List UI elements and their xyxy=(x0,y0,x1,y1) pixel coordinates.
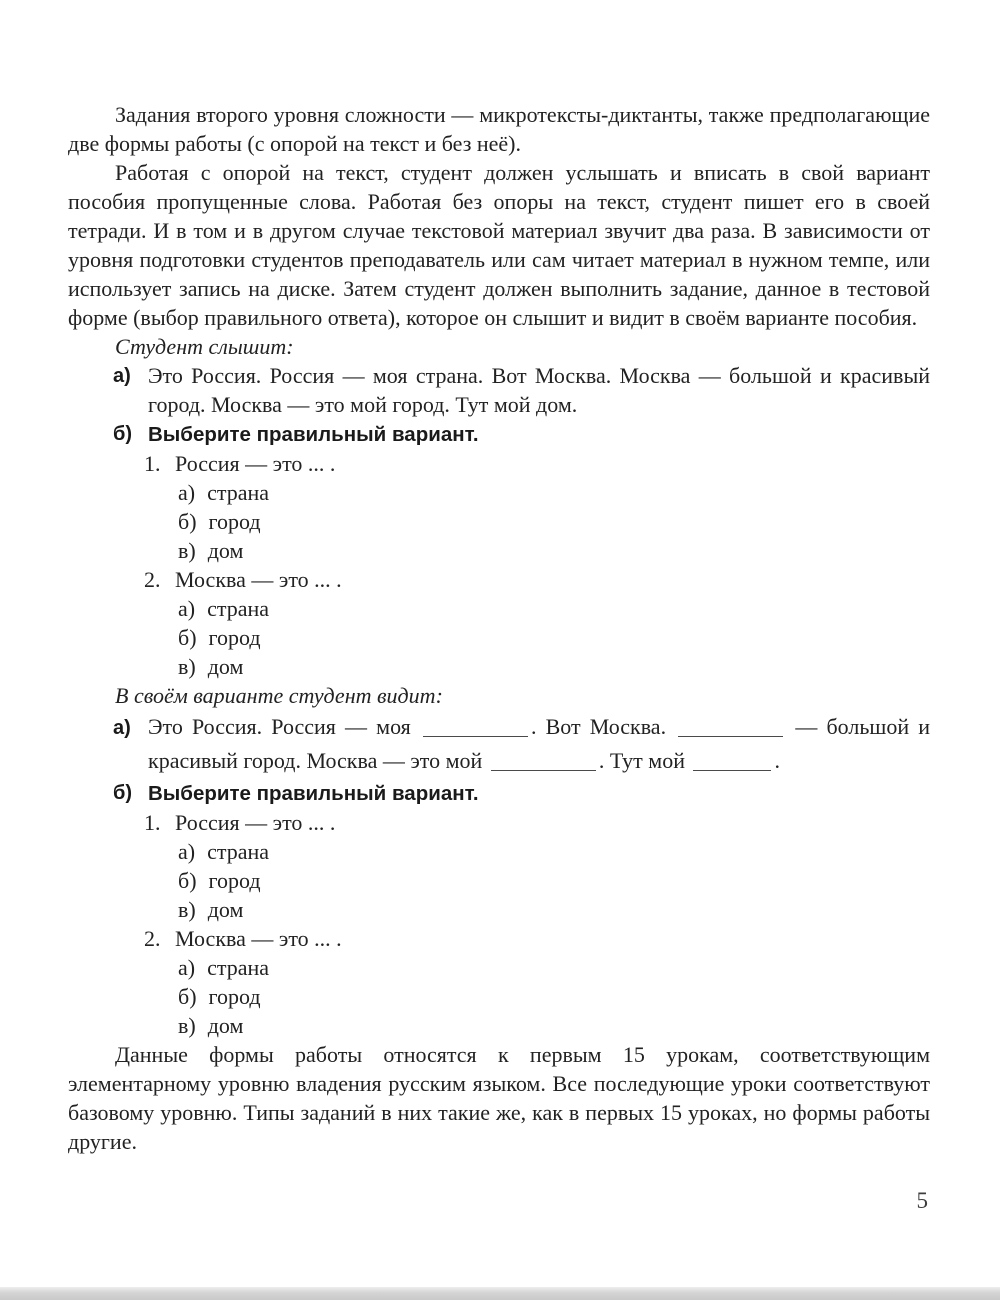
seen-q2-option-b xyxy=(68,982,930,1011)
closing-paragraph: Данные формы работы относятся к первым 15 урокам, соответствующим элементарному уровню владения русским языком. Все последующие уроки соответствуют базовому уровню. Типы заданий в них такие же, как в первых 15 уроках, но формы работы другие. xyxy=(68,1042,930,1154)
option-marker: а) xyxy=(178,480,196,505)
option-text: город xyxy=(208,984,261,1009)
option-text: страна xyxy=(207,596,270,621)
fill-text-segment: Это Россия. Россия — моя xyxy=(148,714,420,739)
seen-q1-option-b xyxy=(68,866,930,895)
option-text: дом xyxy=(207,538,244,563)
question-number: 1. xyxy=(144,810,161,835)
option-text: страна xyxy=(207,955,270,980)
option-marker: в) xyxy=(178,654,196,679)
item-a-marker: а) xyxy=(113,717,131,739)
seen-item-b-text: Выберите правильный вариант. xyxy=(148,782,479,805)
option-text: страна xyxy=(207,839,270,864)
heard-item-b-text: Выберите правильный вариант. xyxy=(148,423,479,446)
question-stem: Россия — это ... . xyxy=(175,451,336,476)
option-text: город xyxy=(208,625,261,650)
page-number: 5 xyxy=(916,1188,928,1213)
option-marker: б) xyxy=(178,509,197,534)
option-marker: в) xyxy=(178,1013,196,1038)
blank-line xyxy=(693,767,771,771)
option-marker: в) xyxy=(178,897,196,922)
option-text: дом xyxy=(207,654,244,679)
heard-q2-option-a xyxy=(68,594,930,623)
fill-text-segment: . xyxy=(774,748,780,773)
item-b-marker: б) xyxy=(113,782,133,804)
heard-item-a xyxy=(68,361,930,419)
heard-q2-option-v xyxy=(68,652,930,681)
option-marker: б) xyxy=(178,625,197,650)
question-stem: Россия — это ... . xyxy=(175,810,336,835)
seen-q2-option-a xyxy=(68,953,930,982)
question-stem: Москва — это ... . xyxy=(175,926,342,951)
option-marker: а) xyxy=(178,596,196,621)
item-a-marker: а) xyxy=(113,365,131,387)
heard-q2-option-b xyxy=(68,623,930,652)
seen-item-b xyxy=(68,778,930,808)
question-stem: Москва — это ... . xyxy=(175,567,342,592)
blank-line xyxy=(491,767,596,771)
heard-q1-option-b xyxy=(68,507,930,536)
seen-q2-option-v xyxy=(68,1011,930,1040)
option-text: город xyxy=(208,509,261,534)
option-text: страна xyxy=(207,480,270,505)
intro-paragraph-2: Работая с опорой на текст, студент должен услышать и вписать в свой вариант пособия пропущенные слова. Работая без опоры на текст, студент пишет его в своей тетради. И в том и в другом случае текстовой материал звучит два раза. В зависимости от уровня подготовки студентов преподаватель или сам читает материал в нужном темпе, или использует запись на диске. Затем студент должен выполнить задание, данное в тестовой форме (выбор правильного ответа), которое он слышит и видит в своём варианте пособия. xyxy=(68,160,930,330)
option-marker: а) xyxy=(178,839,196,864)
question-number: 2. xyxy=(144,926,161,951)
seen-item-a-text xyxy=(148,714,930,773)
item-b-marker: б) xyxy=(113,423,133,445)
heard-q1-option-v xyxy=(68,536,930,565)
option-text: дом xyxy=(207,897,244,922)
option-text: город xyxy=(208,868,261,893)
heard-item-b xyxy=(68,419,930,449)
option-marker: а) xyxy=(178,955,196,980)
option-marker: б) xyxy=(178,984,197,1009)
seen-heading: В своём варианте студент видит: xyxy=(115,683,443,708)
heard-item-a-text: Это Россия. Россия — моя страна. Вот Москва. Москва — большой и красивый город. Москва — это мой город. Тут мой дом. xyxy=(148,363,930,417)
page-text-block xyxy=(68,0,930,1156)
fill-text-segment: . Вот Москва. xyxy=(530,714,676,739)
seen-item-a xyxy=(68,710,930,778)
scan-bottom-edge xyxy=(0,1287,1000,1300)
heard-q1-option-a xyxy=(68,478,930,507)
seen-q1-option-a xyxy=(68,837,930,866)
heard-heading: Студент слышит: xyxy=(115,334,294,359)
intro-paragraph-1: Задания второго уровня сложности — микротексты-диктанты, также предполагающие две формы работы (с опорой на текст и без неё). xyxy=(68,102,930,156)
blank-line xyxy=(423,733,528,737)
heard-question-2 xyxy=(68,565,930,594)
seen-question-2 xyxy=(68,924,930,953)
option-text: дом xyxy=(207,1013,244,1038)
question-number: 2. xyxy=(144,567,161,592)
fill-text-segment: — большой и красивый город. Москва — это мой xyxy=(148,714,930,773)
fill-text-segment: . Тут мой xyxy=(598,748,691,773)
option-marker: в) xyxy=(178,538,196,563)
question-number: 1. xyxy=(144,451,161,476)
seen-q1-option-v xyxy=(68,895,930,924)
option-marker: б) xyxy=(178,868,197,893)
blank-line xyxy=(678,733,783,737)
heard-question-1 xyxy=(68,449,930,478)
seen-question-1 xyxy=(68,808,930,837)
